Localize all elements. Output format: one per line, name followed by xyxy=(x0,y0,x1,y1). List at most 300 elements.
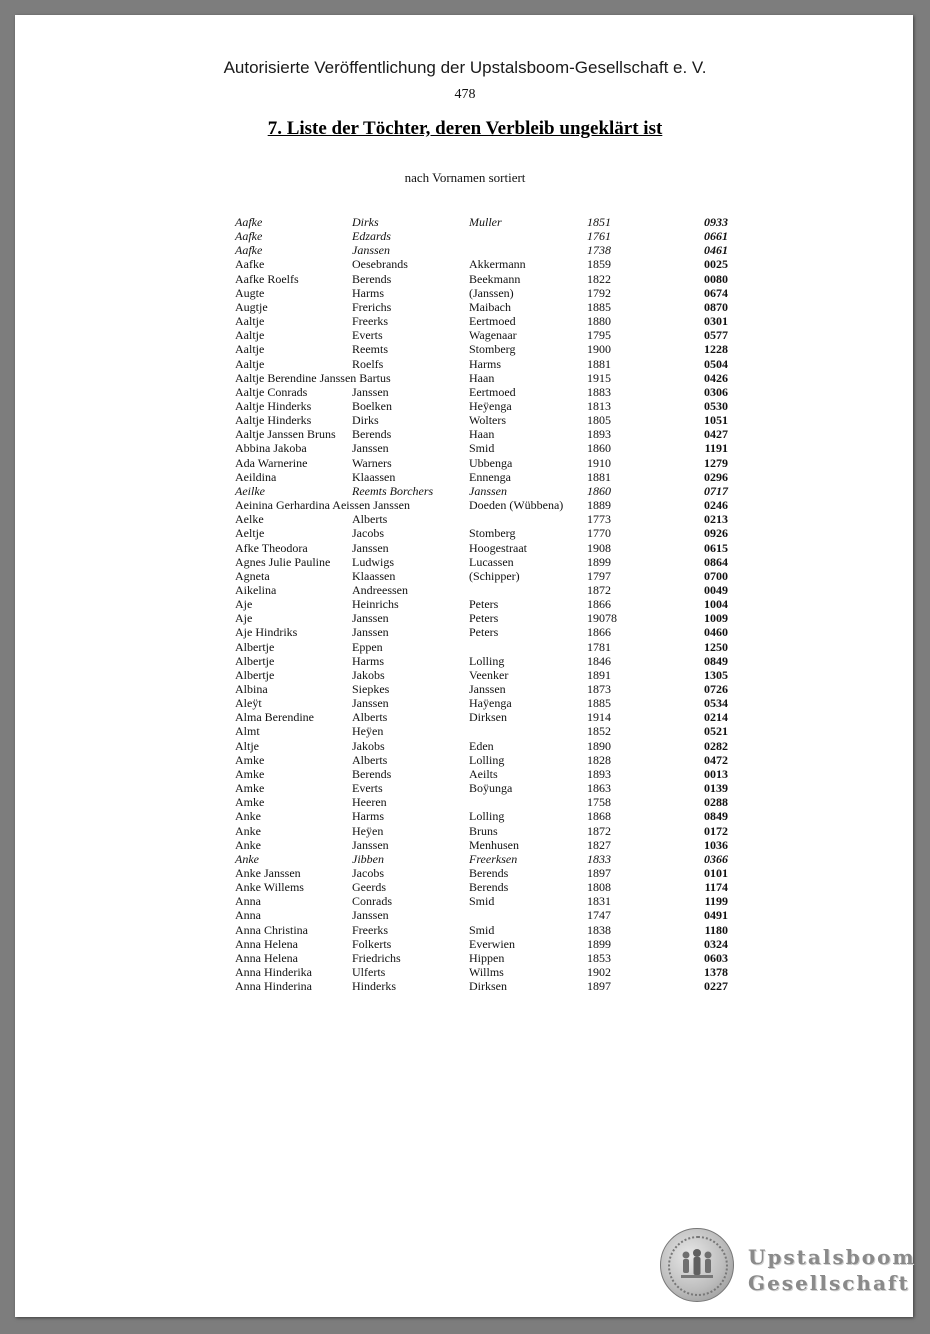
surname: Willms xyxy=(469,965,504,979)
patronym: Alberts xyxy=(352,710,388,725)
entry-number: 0534 xyxy=(704,696,728,711)
first-name: Aje xyxy=(235,611,253,626)
year: 1891 xyxy=(587,667,611,682)
year: 1902 xyxy=(587,965,611,979)
patronym: Jakobs xyxy=(352,667,385,682)
year: 1890 xyxy=(587,738,611,753)
first-name: Amke xyxy=(235,766,265,781)
first-name: Aje Hindriks xyxy=(235,625,298,640)
patronym: Hinderks xyxy=(352,979,396,994)
first-name: Anna xyxy=(235,908,261,923)
first-name: Aafke xyxy=(235,229,263,244)
patronym: Ludwigs xyxy=(352,554,394,569)
entry-number: 1378 xyxy=(704,965,728,979)
entry-number: 0461 xyxy=(704,243,728,258)
list-row xyxy=(0,399,930,413)
year: 1808 xyxy=(587,880,611,895)
year: 1827 xyxy=(587,837,611,852)
list-row xyxy=(0,583,930,597)
surname: Hippen xyxy=(469,950,505,965)
entry-number: 0717 xyxy=(704,483,728,498)
list-row xyxy=(0,739,930,753)
patronym: Freerks xyxy=(352,314,388,329)
entry-number: 1305 xyxy=(704,667,728,682)
list-row xyxy=(0,682,930,696)
entry-number: 0491 xyxy=(704,908,728,923)
list-row xyxy=(0,767,930,781)
surname: Ubbenga xyxy=(469,455,513,470)
list-row xyxy=(0,342,930,356)
entry-number: 0849 xyxy=(704,653,728,668)
year: 1868 xyxy=(587,809,611,824)
list-row xyxy=(0,654,930,668)
list-row xyxy=(0,498,930,512)
surname: Bruns xyxy=(469,823,498,838)
entry-number: 0661 xyxy=(704,229,728,244)
list-row xyxy=(0,852,930,866)
list-row xyxy=(0,710,930,724)
year: 1761 xyxy=(587,229,611,244)
surname: Berends xyxy=(469,880,509,895)
year: 1852 xyxy=(587,724,611,739)
first-name: Aaltje xyxy=(235,314,265,329)
publisher-header: Autorisierte Veröffentlichung der Upstalsboom-Gesellschaft e. V. xyxy=(223,58,707,77)
patronym: Dirks xyxy=(352,413,379,428)
patronym: Klaassen xyxy=(352,568,396,583)
patronym: Heeren xyxy=(352,795,387,810)
year: 1863 xyxy=(587,781,611,795)
entry-number: 1174 xyxy=(704,880,728,895)
entry-number: 0301 xyxy=(704,314,728,329)
entry-number: 0324 xyxy=(704,936,728,951)
year: 1860 xyxy=(587,483,611,498)
patronym: Janssen xyxy=(352,696,389,711)
patronym: Janssen xyxy=(352,384,389,399)
entry-number: 0049 xyxy=(704,582,728,597)
list-row xyxy=(0,908,930,922)
year: 1880 xyxy=(587,314,611,329)
entry-number: 0306 xyxy=(704,384,728,399)
entry-number: 0726 xyxy=(704,682,728,696)
patronym: Warners xyxy=(352,455,392,470)
patronym: Berends xyxy=(352,766,392,781)
patronym: Alberts xyxy=(352,752,388,767)
patronym: Siepkes xyxy=(352,682,390,696)
year: 1893 xyxy=(587,766,611,781)
first-name: Altje xyxy=(235,738,259,753)
patronym: Heinrichs xyxy=(352,597,399,611)
year: 1908 xyxy=(587,540,611,555)
list-row xyxy=(0,597,930,611)
surname: Everwien xyxy=(469,936,515,951)
patronym: Ulferts xyxy=(352,965,386,979)
patronym: Everts xyxy=(352,781,383,795)
first-name: Aaltje Hinderks xyxy=(235,399,312,413)
list-row xyxy=(0,824,930,838)
upstalsboom-seal-icon xyxy=(660,1228,734,1302)
list-row xyxy=(0,753,930,767)
entry-number: 0472 xyxy=(704,752,728,767)
first-name: Anna xyxy=(235,894,261,909)
entry-number: 1180 xyxy=(704,922,728,937)
first-name: Aaltje Janssen Bruns xyxy=(235,427,336,442)
list-row xyxy=(0,979,930,993)
list-row xyxy=(0,456,930,470)
entry-number: 1051 xyxy=(704,413,728,428)
list-row xyxy=(0,640,930,654)
year: 1781 xyxy=(587,639,611,654)
surname: Veenker xyxy=(469,667,509,682)
year: 1914 xyxy=(587,710,611,725)
year: 1853 xyxy=(587,950,611,965)
list-row xyxy=(0,229,930,243)
year: 1738 xyxy=(587,243,611,258)
year: 1773 xyxy=(587,512,611,527)
year: 1873 xyxy=(587,682,611,696)
list-row xyxy=(0,526,930,540)
entry-number: 1228 xyxy=(704,342,728,357)
list-row xyxy=(0,894,930,908)
year: 1758 xyxy=(587,795,611,810)
patronym: Roelfs xyxy=(352,356,384,371)
year: 1883 xyxy=(587,384,611,399)
watermark-line-1: Upstalsboom xyxy=(748,1245,916,1269)
entry-number: 0870 xyxy=(704,299,728,314)
surname: Freerksen xyxy=(469,851,518,866)
patronym: Janssen xyxy=(352,611,389,626)
first-name: Albertje xyxy=(235,653,275,668)
surname: Ennenga xyxy=(469,469,511,484)
first-name: Aleÿt xyxy=(235,696,262,711)
patronym: Harms xyxy=(352,809,384,824)
patronym: Oesebrands xyxy=(352,257,408,272)
list-row xyxy=(0,951,930,965)
entry-number: 0139 xyxy=(704,781,728,795)
entry-number: 1009 xyxy=(704,611,728,626)
list-row xyxy=(0,385,930,399)
surname: Akkermann xyxy=(469,257,526,272)
entry-number: 0603 xyxy=(704,950,728,965)
first-name: Amke xyxy=(235,781,265,795)
first-name: Aafke xyxy=(235,243,263,258)
year: 1833 xyxy=(587,851,611,866)
entry-number: 0530 xyxy=(704,399,728,413)
patronym: Friedrichs xyxy=(352,950,401,965)
year: 1795 xyxy=(587,328,611,343)
year: 1885 xyxy=(587,696,611,711)
entry-number: 0227 xyxy=(704,979,728,994)
year: 1828 xyxy=(587,752,611,767)
year: 1859 xyxy=(587,257,611,272)
first-name: Aafke Roelfs xyxy=(235,271,299,286)
first-name: Almt xyxy=(235,724,260,739)
first-name: Aje xyxy=(235,597,253,611)
year: 1838 xyxy=(587,922,611,937)
year: 1899 xyxy=(587,554,611,569)
entry-number: 0926 xyxy=(704,526,728,541)
entry-number: 0013 xyxy=(704,766,728,781)
list-subtitle: nach Vornamen sortiert xyxy=(404,170,526,185)
patronym: Folkerts xyxy=(352,936,392,951)
list-row xyxy=(0,569,930,583)
surname: Doeden (Wübbena) xyxy=(469,498,564,512)
patronym: Janssen xyxy=(352,908,389,923)
surname: Peters xyxy=(469,597,499,611)
first-name: Aeilke xyxy=(235,483,265,498)
patronym: Jibben xyxy=(352,851,384,866)
first-name: Aaltje xyxy=(235,356,265,371)
entry-number: 0849 xyxy=(704,809,728,824)
surname: Muller xyxy=(469,215,502,229)
year: 1899 xyxy=(587,936,611,951)
first-name: Anke Janssen xyxy=(235,865,301,880)
list-row xyxy=(0,314,930,328)
entry-number: 1004 xyxy=(704,597,728,611)
list-row xyxy=(0,668,930,682)
entry-number: 0288 xyxy=(704,795,728,810)
surname: Maibach xyxy=(469,299,511,314)
patronym: Reemts Borchers xyxy=(352,483,434,498)
list-row xyxy=(0,724,930,738)
surname: Menhusen xyxy=(469,837,519,852)
first-name: Anna Hinderika xyxy=(235,965,312,979)
surname: Lolling xyxy=(469,653,505,668)
list-row xyxy=(0,272,930,286)
first-name: Albertje xyxy=(235,667,275,682)
entry-number: 1191 xyxy=(704,441,728,456)
year: 19078 xyxy=(587,611,617,626)
surname: Stomberg xyxy=(469,342,516,357)
patronym: Harms xyxy=(352,653,384,668)
patronym: Janssen xyxy=(352,837,389,852)
list-row xyxy=(0,357,930,371)
year: 1860 xyxy=(587,441,611,456)
year: 1866 xyxy=(587,625,611,640)
surname: Janssen xyxy=(469,483,507,498)
patronym: Alberts xyxy=(352,512,388,527)
patronym: Janssen xyxy=(352,441,389,456)
page-number: 478 xyxy=(454,87,476,102)
surname: Aeilts xyxy=(469,766,498,781)
surname: Wolters xyxy=(469,413,507,428)
first-name: Aafke xyxy=(235,257,265,272)
year: 1797 xyxy=(587,568,611,583)
list-row xyxy=(0,937,930,951)
year: 1881 xyxy=(587,469,611,484)
surname: (Janssen) xyxy=(469,285,514,300)
entry-number: 0366 xyxy=(704,851,728,866)
surname: Eden xyxy=(469,738,494,753)
year: 1747 xyxy=(587,908,611,923)
patronym: Andreessen xyxy=(352,582,408,597)
first-name: Anna Christina xyxy=(235,922,308,937)
entry-number: 0427 xyxy=(704,427,728,442)
patronym: Janssen xyxy=(352,243,390,258)
first-name: Albina xyxy=(235,682,268,696)
patronym: Berends xyxy=(352,427,392,442)
year: 1851 xyxy=(587,215,611,229)
list-row xyxy=(0,257,930,271)
surname: Berends xyxy=(469,865,509,880)
list-title: 7. Liste der Töchter, deren Verbleib ungeklärt ist xyxy=(267,118,663,139)
list-row xyxy=(0,866,930,880)
year: 1889 xyxy=(587,498,611,512)
first-name: Anke xyxy=(235,837,261,852)
surname: Lolling xyxy=(469,809,505,824)
first-name: Anke xyxy=(235,851,259,866)
first-name: Aelke xyxy=(235,512,264,527)
first-name: Aaltje xyxy=(235,328,265,343)
patronym: Freerks xyxy=(352,922,388,937)
patronym: Janssen xyxy=(352,625,389,640)
entry-number: 0674 xyxy=(704,285,728,300)
year: 1915 xyxy=(587,370,611,385)
first-name: Aaltje Berendine Janssen Bartus xyxy=(235,370,391,385)
entry-number: 0213 xyxy=(704,512,728,527)
patronym: Conrads xyxy=(352,894,392,909)
first-name: Anke Willems xyxy=(235,880,304,895)
entry-number: 0504 xyxy=(704,356,728,371)
entry-number: 1279 xyxy=(704,455,728,470)
entry-number: 0426 xyxy=(704,370,728,385)
list-row xyxy=(0,838,930,852)
surname: Eertmoed xyxy=(469,314,516,329)
year: 1897 xyxy=(587,979,611,994)
list-row xyxy=(0,880,930,894)
surname: Heÿenga xyxy=(469,399,512,413)
first-name: Agnes Julie Pauline xyxy=(235,554,331,569)
surname: Lolling xyxy=(469,752,505,767)
surname: Stomberg xyxy=(469,526,516,541)
surname: Smid xyxy=(469,894,495,909)
first-name: Anke xyxy=(235,823,261,838)
list-row xyxy=(0,696,930,710)
first-name: Aaltje Hinderks xyxy=(235,413,312,428)
patronym: Boelken xyxy=(352,399,392,413)
list-row xyxy=(0,541,930,555)
entry-number: 0246 xyxy=(704,498,728,512)
year: 1897 xyxy=(587,865,611,880)
surname: Peters xyxy=(469,611,499,626)
entry-number: 0025 xyxy=(704,257,728,272)
first-name: Aaltje Conrads xyxy=(235,384,308,399)
first-name: Aeltje xyxy=(235,526,265,541)
patronym: Geerds xyxy=(352,880,386,895)
year: 1910 xyxy=(587,455,611,470)
entry-number: 0700 xyxy=(704,568,728,583)
list-row xyxy=(0,781,930,795)
entry-number: 0101 xyxy=(704,865,728,880)
list-row xyxy=(0,484,930,498)
first-name: Anna Helena xyxy=(235,950,298,965)
surname: Haan xyxy=(469,370,495,385)
year: 1872 xyxy=(587,582,611,597)
patronym: Frerichs xyxy=(352,299,392,314)
patronym: Reemts xyxy=(352,342,388,357)
surname: Dirksen xyxy=(469,979,507,994)
surname: Lucassen xyxy=(469,554,514,569)
first-name: Anna Helena xyxy=(235,936,298,951)
list-row xyxy=(0,555,930,569)
entry-number: 1036 xyxy=(704,837,728,852)
surname: Eertmoed xyxy=(469,384,516,399)
list-row xyxy=(0,512,930,526)
list-row xyxy=(0,243,930,257)
surname: Harms xyxy=(469,356,501,371)
surname: Dirksen xyxy=(469,710,507,725)
list-row xyxy=(0,965,930,979)
entry-number: 0460 xyxy=(704,625,728,640)
entry-number: 0521 xyxy=(704,724,728,739)
first-name: Augte xyxy=(235,285,265,300)
year: 1770 xyxy=(587,526,611,541)
year: 1792 xyxy=(587,285,611,300)
entry-number: 0615 xyxy=(704,540,728,555)
list-row xyxy=(0,625,930,639)
entry-number: 1199 xyxy=(704,894,728,909)
patronym: Everts xyxy=(352,328,383,343)
year: 1846 xyxy=(587,653,611,668)
list-row xyxy=(0,300,930,314)
list-row xyxy=(0,286,930,300)
year: 1813 xyxy=(587,399,611,413)
patronym: Jacobs xyxy=(352,865,384,880)
list-row xyxy=(0,795,930,809)
list-row xyxy=(0,441,930,455)
list-row xyxy=(0,809,930,823)
surname: Peters xyxy=(469,625,499,640)
first-name: Aeinina Gerhardina Aeissen Janssen xyxy=(235,498,410,512)
year: 1831 xyxy=(587,894,611,909)
patronym: Edzards xyxy=(352,229,391,244)
patronym: Berends xyxy=(352,271,392,286)
patronym: Jacobs xyxy=(352,526,384,541)
list-row xyxy=(0,611,930,625)
first-name: Ada Warnerine xyxy=(235,455,308,470)
entry-number: 0214 xyxy=(704,710,728,725)
patronym: Klaassen xyxy=(352,469,396,484)
first-name: Aafke xyxy=(235,215,263,229)
year: 1866 xyxy=(587,597,611,611)
entry-number: 1250 xyxy=(704,639,728,654)
patronym: Heÿen xyxy=(352,823,384,838)
first-name: Afke Theodora xyxy=(235,540,308,555)
surname: Haÿenga xyxy=(469,696,512,711)
list-row xyxy=(0,215,930,229)
surname: Wagenaar xyxy=(469,328,517,343)
year: 1885 xyxy=(587,299,611,314)
list-row xyxy=(0,470,930,484)
year: 1893 xyxy=(587,427,611,442)
entry-number: 0933 xyxy=(704,215,728,229)
list-row xyxy=(0,413,930,427)
surname: Haan xyxy=(469,427,495,442)
surname: Janssen xyxy=(469,682,506,696)
first-name: Alma Berendine xyxy=(235,710,314,725)
patronym: Janssen xyxy=(352,540,389,555)
year: 1881 xyxy=(587,356,611,371)
patronym: Heÿen xyxy=(352,724,384,739)
surname: (Schipper) xyxy=(469,568,520,583)
first-name: Amke xyxy=(235,752,265,767)
year: 1805 xyxy=(587,413,611,428)
surname: Smid xyxy=(469,441,495,456)
surname: Smid xyxy=(469,922,495,937)
entry-number: 0282 xyxy=(704,738,728,753)
first-name: Amke xyxy=(235,795,265,810)
surname: Hoogestraat xyxy=(469,540,527,555)
year: 1900 xyxy=(587,342,611,357)
